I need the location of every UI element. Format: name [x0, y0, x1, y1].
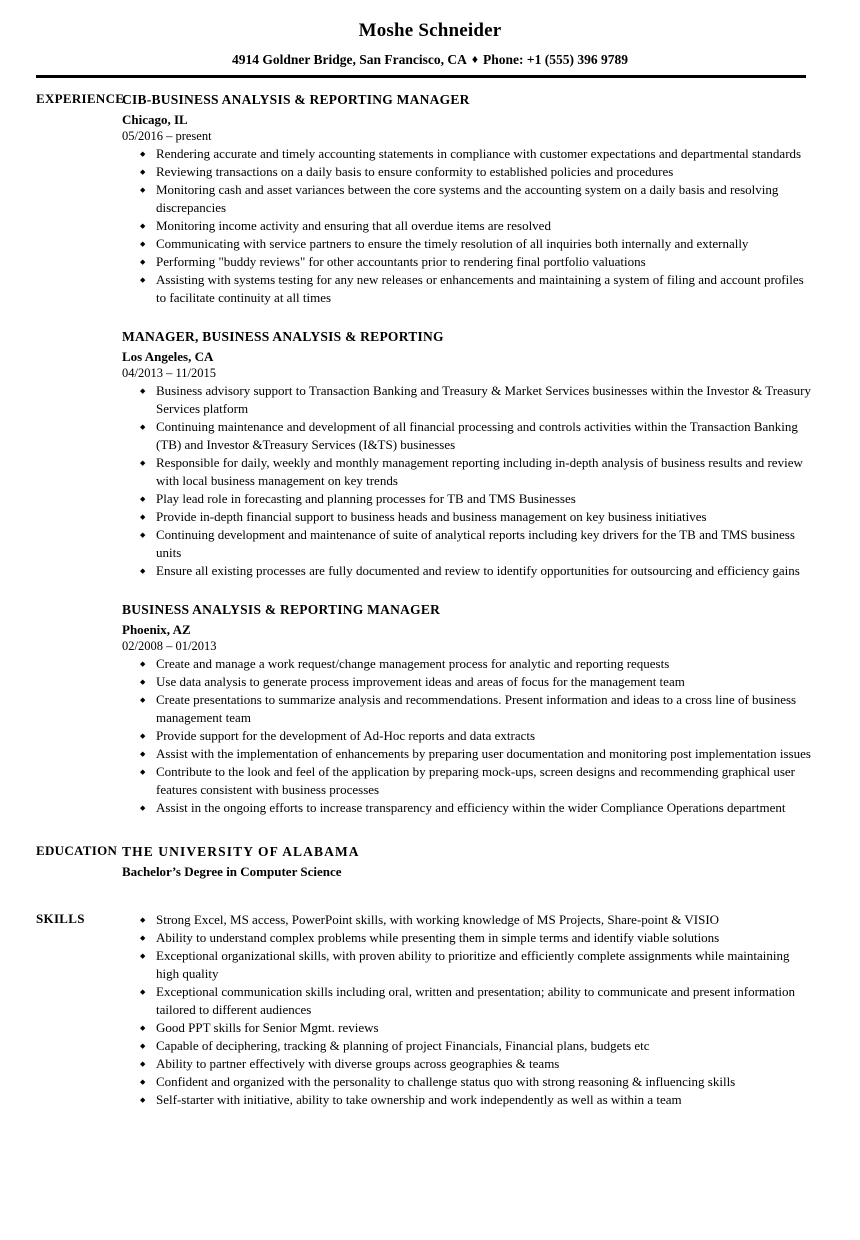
skill-bullet: ◆ Exceptional organizational skills, with proven ability to prioritize and efficiently complete assignments while maintaining high quality	[122, 947, 814, 983]
job-dates: 02/2008 – 01/2013	[122, 639, 217, 653]
education-body	[122, 843, 860, 881]
skills-label: SKILLS	[36, 911, 85, 926]
contact-line	[0, 49, 860, 70]
job-title: CIB-BUSINESS ANALYSIS & REPORTING MANAGER	[122, 92, 470, 107]
job-bullet: ◆ Performing "buddy reviews" for other accountants prior to rendering final portfolio valuations	[122, 253, 814, 271]
education-degree: Bachelor’s Degree in Computer Science	[122, 864, 342, 879]
job-bullet: ◆ Play lead role in forecasting and planning processes for TB and TMS Businesses	[122, 490, 814, 508]
job-bullet: ◆ Create presentations to summarize analysis and recommendations. Present information and ideas to a cross line of business management team	[122, 691, 814, 727]
education-section	[0, 843, 860, 881]
resume-header	[0, 0, 860, 70]
skill-bullet: ◆ Self-starter with initiative, ability to take ownership and work independently as well as within a team	[122, 1091, 814, 1109]
header-divider	[36, 75, 806, 78]
skill-bullet: ◆ Ability to understand complex problems while presenting them in simple terms and identify viable solutions	[122, 929, 814, 947]
job-bullet: ◆ Use data analysis to generate process improvement ideas and areas of focus for the management team	[122, 673, 814, 691]
skills-section	[0, 911, 860, 1109]
skill-bullet: ◆ Capable of deciphering, tracking & planning of project Financials, Financial plans, budgets etc	[122, 1037, 814, 1055]
job-dates: 04/2013 – 11/2015	[122, 366, 216, 380]
job-bullet-list	[122, 382, 814, 580]
job-bullet: ◆ Assist with the implementation of enhancements by preparing user documentation and monitoring post implementation issues	[122, 745, 814, 763]
job-bullet: ◆ Assisting with systems testing for any new releases or enhancements and maintaining a system of filing and account profiles to facilitate continuity at all times	[122, 271, 814, 307]
contact-phone: Phone: +1 (555) 396 9789	[483, 52, 628, 67]
job-bullet: ◆ Ensure all existing processes are fully documented and review to identify opportunities for outsourcing and efficiency gains	[122, 562, 814, 580]
job-bullet-list	[122, 145, 814, 307]
experience-entry	[122, 91, 814, 307]
job-bullet: ◆ Business advisory support to Transaction Banking and Treasury & Market Services businesses within the Investor & Treasury Services platform	[122, 382, 814, 418]
education-entry	[122, 843, 814, 881]
job-bullet: ◆ Continuing maintenance and development of all financial processing and controls activities within the Transaction Banking (TB) and Investor &Treasury Services (I&TS) businesses	[122, 418, 814, 454]
job-bullet: ◆ Provide in-depth financial support to business heads and business management on key business initiatives	[122, 508, 814, 526]
job-bullet: ◆ Communicating with service partners to ensure the timely resolution of all inquiries both internally and externally	[122, 235, 814, 253]
skill-bullet: ◆ Confident and organized with the personality to challenge status quo with strong reasoning & influencing skills	[122, 1073, 814, 1091]
job-location: Chicago, IL	[122, 112, 188, 127]
experience-label: EXPERIENCE	[36, 91, 125, 106]
job-bullet-list	[122, 655, 814, 817]
skill-bullet: ◆ Ability to partner effectively with diverse groups across geographies & teams	[122, 1055, 814, 1073]
education-school: THE UNIVERSITY OF ALABAMA	[122, 844, 360, 859]
experience-body	[122, 91, 860, 817]
skill-bullet: ◆ Exceptional communication skills including oral, written and presentation; ability to communicate and present information tailored to different audiences	[122, 983, 814, 1019]
job-bullet: ◆ Create and manage a work request/change management process for analytic and reporting requests	[122, 655, 814, 673]
diamond-separator-icon: ♦	[471, 52, 479, 66]
experience-section	[0, 91, 860, 817]
job-bullet: ◆ Responsible for daily, weekly and monthly management reporting including in-depth analysis of business results and review with local business management on key trends	[122, 454, 814, 490]
job-bullet: ◆ Provide support for the development of Ad-Hoc reports and data extracts	[122, 727, 814, 745]
job-bullet: ◆ Reviewing transactions on a daily basis to ensure conformity to established policies and procedures	[122, 163, 814, 181]
job-bullet: ◆ Assist in the ongoing efforts to increase transparency and efficiency within the wider Compliance Operations department	[122, 799, 814, 817]
job-title: MANAGER, BUSINESS ANALYSIS & REPORTING	[122, 329, 444, 344]
job-location: Los Angeles, CA	[122, 349, 214, 364]
skills-bullet-list	[122, 911, 814, 1109]
job-bullet: ◆ Rendering accurate and timely accounting statements in compliance with customer expectations and departmental standards	[122, 145, 814, 163]
job-bullet: ◆ Contribute to the look and feel of the application by preparing mock-ups, screen designs and recommending graphical user features consistent with business processes	[122, 763, 814, 799]
education-label: EDUCATION	[36, 843, 118, 858]
job-dates: 05/2016 – present	[122, 129, 212, 143]
experience-entry	[122, 328, 814, 580]
job-location: Phoenix, AZ	[122, 622, 191, 637]
job-title: BUSINESS ANALYSIS & REPORTING MANAGER	[122, 602, 441, 617]
skill-bullet: ◆ Good PPT skills for Senior Mgmt. reviews	[122, 1019, 814, 1037]
experience-entry	[122, 601, 814, 817]
skill-bullet: ◆ Strong Excel, MS access, PowerPoint skills, with working knowledge of MS Projects, Share-point & VISIO	[122, 911, 814, 929]
job-bullet: ◆ Monitoring cash and asset variances between the core systems and the accounting system on a daily basis and resolving discrepancies	[122, 181, 814, 217]
job-bullet: ◆ Continuing development and maintenance of suite of analytical reports including key drivers for the TB and TMS business units	[122, 526, 814, 562]
contact-address: 4914 Goldner Bridge, San Francisco, CA	[232, 52, 467, 67]
skills-body	[122, 911, 860, 1109]
candidate-name: Moshe Schneider	[358, 20, 502, 41]
job-bullet: ◆ Monitoring income activity and ensuring that all overdue items are resolved	[122, 217, 814, 235]
